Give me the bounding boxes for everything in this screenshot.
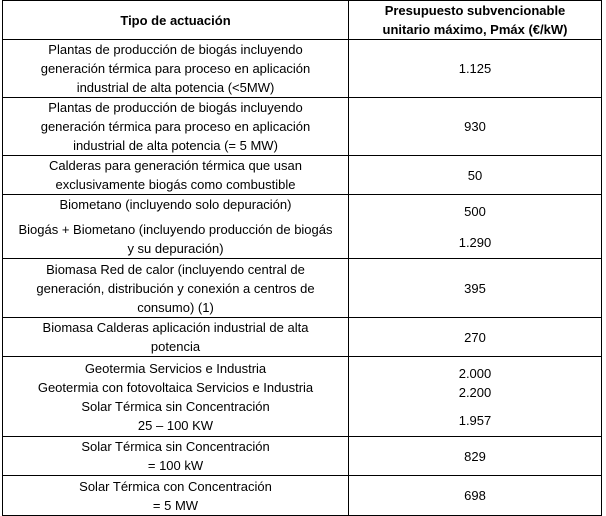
row-text-line: = 5 MW [152, 497, 199, 513]
row-value: 50 [349, 156, 602, 195]
row-tipo [3, 476, 349, 516]
row-text-line: Biometano (incluyendo solo depuración) [59, 197, 292, 212]
row-text-line: industrial de alta potencia (<5MW) [76, 80, 275, 95]
row-value: 1.125 [349, 40, 602, 98]
row-value: 829 [349, 437, 602, 476]
row-text-line: 25 – 100 KW [137, 417, 214, 433]
row-text-line: Solar Térmica sin Concentración [81, 398, 270, 414]
subsidy-table [2, 0, 602, 516]
row-value [349, 195, 602, 259]
row-tipo [3, 40, 349, 98]
row-value-line: 500 [464, 203, 486, 219]
table-row [3, 40, 602, 98]
row-text-line: Calderas para generación térmica que usan [49, 158, 302, 173]
row-tipo [3, 98, 349, 156]
header-presupuesto-line2: unitario máximo, Pmáx (€/kW) [382, 22, 568, 37]
table-row [3, 195, 602, 259]
row-value: 698 [349, 476, 602, 516]
header-row [3, 1, 602, 40]
row-text-line: Solar Térmica sin Concentración [81, 439, 270, 454]
row-value-line: 2.000 [458, 365, 492, 381]
row-text-line: y su depuración) [127, 241, 224, 256]
row-text-line: Geotermia con fotovoltaica Servicios e Industria [37, 379, 314, 395]
row-text-line: Plantas de producción de biogás incluyendo [48, 100, 303, 115]
row-tipo [3, 357, 349, 437]
row-text-line: generación térmica para proceso en aplicación [40, 119, 311, 134]
row-text-line: industrial de alta potencia (= 5 MW) [73, 138, 278, 153]
row-text-line: generación, distribución y conexión a centros de [36, 280, 315, 296]
table-row [3, 98, 602, 156]
row-value [349, 357, 602, 437]
table-row [3, 437, 602, 476]
row-value-line: 1.957 [458, 412, 492, 428]
row-value: 395 [349, 259, 602, 318]
row-tipo [3, 437, 349, 476]
table-row [3, 476, 602, 516]
row-text-line: Plantas de producción de biogás incluyendo [48, 42, 303, 57]
row-text-line: Solar Térmica con Concentración [79, 478, 272, 494]
table-row [3, 156, 602, 195]
table-row [3, 318, 602, 357]
row-value: 930 [349, 98, 602, 156]
row-text-line: exclusivamente biogás como combustible [55, 177, 296, 192]
row-text-line: Geotermia Servicios e Industria [84, 360, 267, 376]
row-tipo [3, 318, 349, 357]
table-row [3, 259, 602, 318]
header-presupuesto-line1: Presupuesto subvencionable [384, 3, 566, 18]
header-tipo-actuacion: Tipo de actuación [3, 1, 349, 40]
row-text-line: consumo) (1) [137, 299, 214, 315]
row-tipo [3, 259, 349, 318]
row-tipo [3, 195, 349, 259]
table-row [3, 357, 602, 437]
row-value-line: 2.200 [458, 384, 492, 400]
row-text-line: potencia [150, 339, 201, 354]
row-text-line: Biomasa Red de calor (incluyendo central de [46, 261, 305, 277]
header-presupuesto [349, 1, 602, 40]
row-value-line: 1.290 [458, 234, 492, 250]
row-tipo [3, 156, 349, 195]
row-text-line: Biomasa Calderas aplicación industrial de alta [42, 320, 309, 335]
row-value: 270 [349, 318, 602, 357]
row-text-line: Biogás + Biometano (incluyendo producción de biogás [18, 222, 333, 237]
row-text-line: generación térmica para proceso en aplicación [40, 61, 311, 76]
row-text-line: = 100 kW [147, 458, 204, 473]
